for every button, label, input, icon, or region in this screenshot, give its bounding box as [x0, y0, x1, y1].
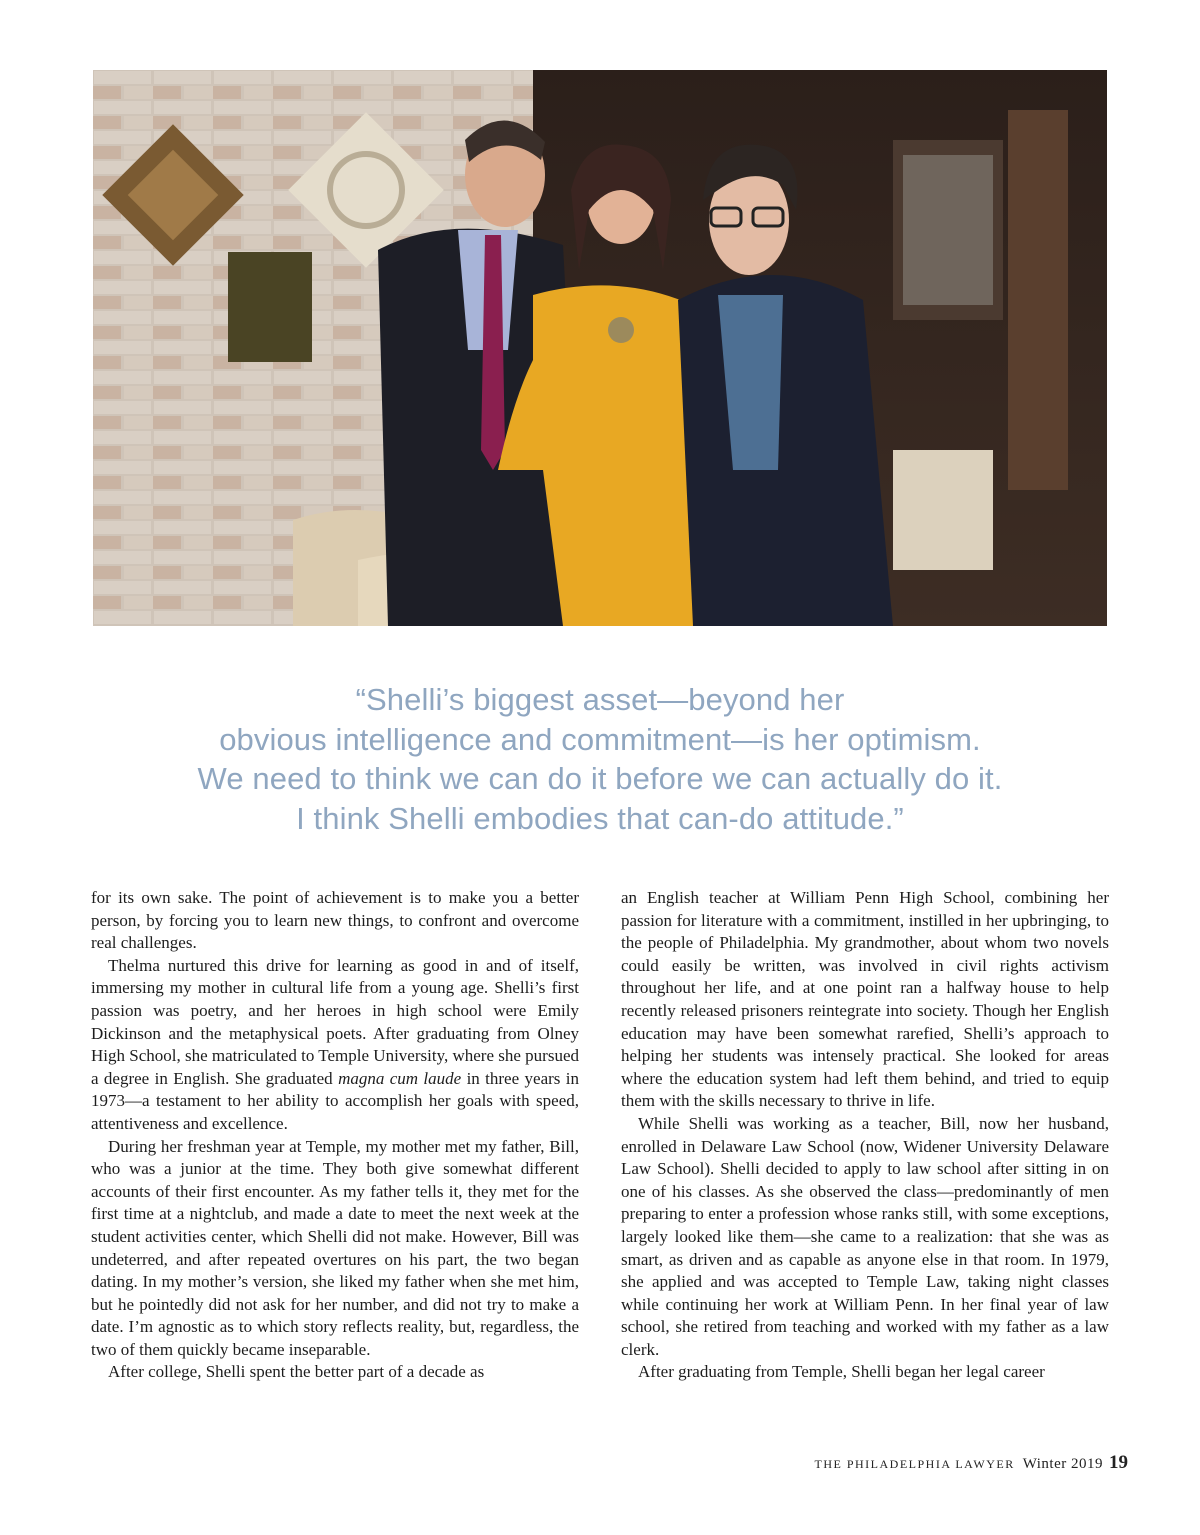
pull-quote: [100, 680, 1100, 838]
wall-tile-small: [228, 252, 312, 362]
pull-quote-line: obvious intelligence and commitment—is her optimism.: [219, 721, 981, 757]
paragraph-text: Thelma nurtured this drive for learning as good in and of itself, immersing my mother in cultural life from a young age. Shelli’s first passion was poetry, and her heroes in high school were Emily Dickinson and the metaphysical poets. After graduating from Olney High School, she matriculated to Temple University, where she pursued a degree in English. She graduated: [91, 955, 579, 1088]
article-column-left: [91, 887, 579, 1384]
paragraph-text: in three years in 1973—a testament to her ability to accomplish her goals with speed, attentiveness and excellence.: [91, 1068, 579, 1133]
page-footer: [815, 1452, 1128, 1474]
paragraph: During her freshman year at Temple, my mother met my father, Bill, who was a junior at the time. They both give somewhat different accounts of their first encounter. As my father tells it, they met for the first time at a nightclub, and made a date to meet the next week at the student activities center, which Shelli did not make. However, Bill was undeterred, and after repeated overtures on his part, the two began dating. In my mother’s version, she liked my father when she met him, but he pointedly did not ask for her number, and did not try to make a date. I’m agnostic as to which story reflects reality, but, regardless, the two of them quickly became inseparable.: [91, 1136, 579, 1359]
italic-phrase: magna cum laude: [338, 1068, 462, 1088]
pull-quote-line: I think Shelli embodies that can-do attitude.”: [296, 800, 904, 836]
photo-illustration: [93, 70, 1107, 626]
paragraph: After graduating from Temple, Shelli began her legal career: [638, 1362, 1045, 1382]
pull-quote-line: We need to think we can do it before we can actually do it.: [197, 761, 1003, 796]
paragraph: an English teacher at William Penn High School, combining her passion for literature with a commitment, instilled in her upbringing, to the people of Philadelphia. My grandmother, about whom two novels could easily be written, was involved in civil rights activism throughout her life, and at one point ran a halfway house to help recently released prisoners reintegrate into society. Though her English education may have been somewhat rarefied, Shelli’s approach to helping her students was intensely practical. She looked for areas where the education system had left them behind, and tried to equip them with the skills necessary to thrive in life.: [621, 888, 1109, 1111]
page-number: 19: [1109, 1452, 1128, 1473]
feature-photo: [93, 70, 1107, 626]
article-column-right: [621, 887, 1109, 1384]
paragraph: for its own sake. The point of achievement is to make you a better person, by forcing you to learn new things, to confront and overcome real challenges.: [91, 888, 579, 953]
chair-right: [893, 450, 993, 570]
paragraph: While Shelli was working as a teacher, Bill, now her husband, enrolled in Delaware Law School (now, Widener University Delaware Law School). Shelli decided to apply to law school after sitting in on one of his classes. As she observed the class—predominantly of men preparing to enter a profession whose ranks still, with some exceptions, largely looked like them—she came to a realization: that she was as smart, as driven and as capable as anyone else in that room. In 1979, she applied and was accepted to Temple Law, taking night classes while continuing her work at William Penn. In her final year of law school, she retired from teaching and worked with my father as a law clerk.: [621, 1113, 1109, 1359]
paragraph: [91, 955, 579, 1136]
pull-quote-line: “Shelli’s biggest asset—beyond her: [355, 682, 845, 717]
publication-name: THE PHILADELPHIA LAWYER: [814, 1457, 1015, 1471]
issue-label: Winter 2019: [1022, 1456, 1103, 1472]
paragraph: After college, Shelli spent the better part of a decade as: [108, 1362, 485, 1382]
